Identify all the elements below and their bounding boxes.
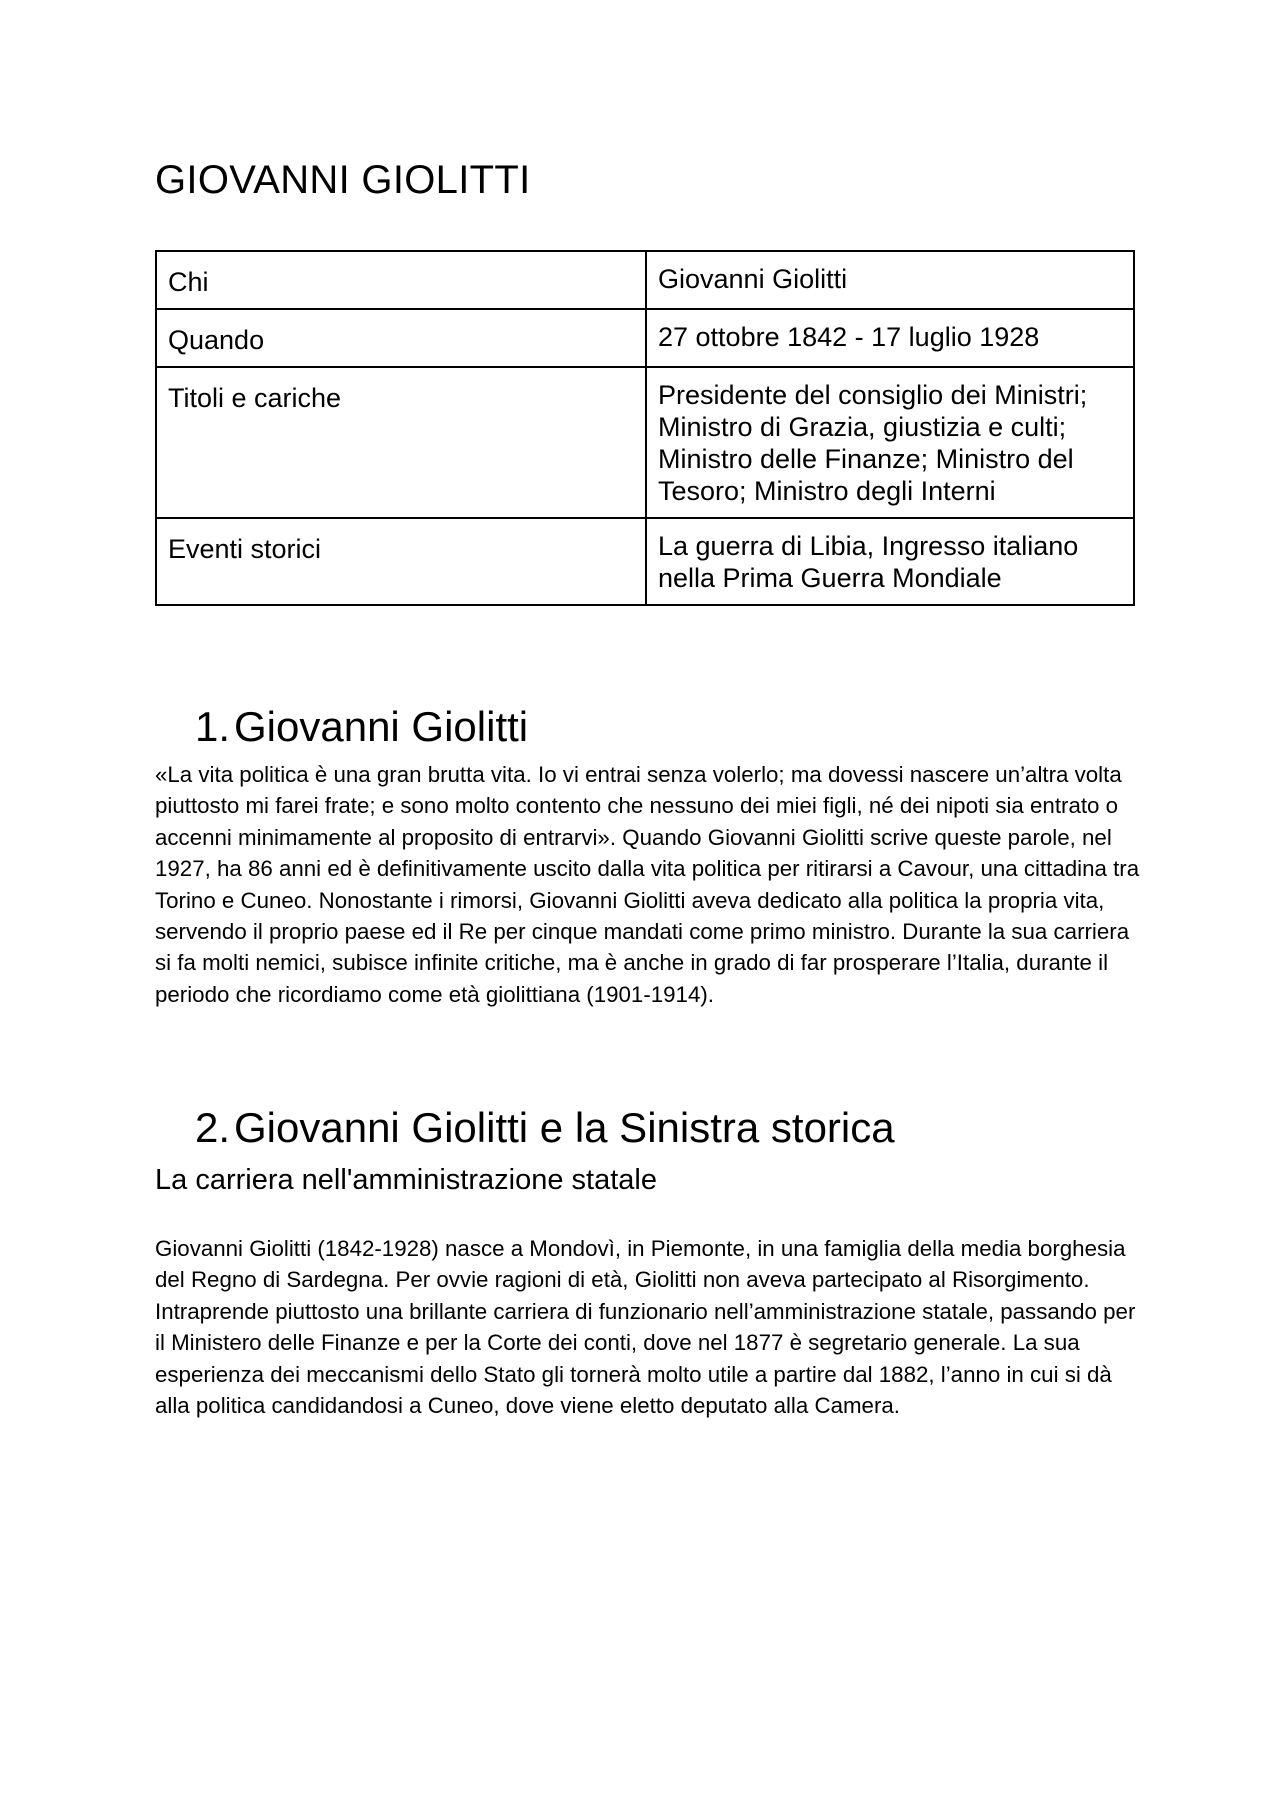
section-2-heading [195, 1103, 895, 1153]
table-label-cell [156, 309, 646, 367]
table-value-cell [646, 518, 1134, 605]
table-value-cell [646, 367, 1134, 518]
table-label-cell [156, 251, 646, 309]
row-label-quando: Quando [168, 325, 265, 355]
section-1-heading [195, 702, 528, 752]
section-2-paragraph: Giovanni Giolitti (1842-1928) nasce a Mondovì, in Piemonte, in una famiglia della media borghesia del Regno di Sardegna. Per ovvie ragioni di età, Giolitti non aveva partecipato al Risorgimento. Intraprende piuttosto una brillante carriera di funzionario nell’amministrazione statale, passando per il Ministero delle Finanze e per la Corte dei conti, dove nel 1877 è segretario generale. La sua esperienza dei meccanismi dello Stato gli tornerà molto utile a partire dal 1882, l’anno in cui si dà alla politica candidandosi a Cuneo, dove viene eletto deputato alla Camera. [155, 1236, 1136, 1419]
section-1-title: Giovanni Giolitti [234, 703, 529, 750]
table-row [156, 309, 1134, 367]
row-value-eventi: La guerra di Libia, Ingresso italiano nella Prima Guerra Mondiale [658, 531, 1079, 593]
row-label-chi: Chi [168, 267, 209, 297]
table-label-cell [156, 518, 646, 605]
section-1-paragraph: «La vita politica è una gran brutta vita. Io vi entrai senza volerlo; ma dovessi nascere un’altra volta piuttosto mi farei frate; e sono molto contento che nessuno dei miei figli, né dei nipoti sia entrato o accenni minimamente al proposito di entrarvi». Quando Giovanni Giolitti scrive queste parole, nel 1927, ha 86 anni ed è definitivamente uscito dalla vita politica per ritirarsi a Cavour, una cittadina tra Torino e Cuneo. Nonostante i rimorsi, Giovanni Giolitti aveva dedicato alla politica la propria vita, servendo il proprio paese ed il Re per cinque mandati come primo ministro. Durante la sua carriera si fa molti nemici, subisce infinite critiche, ma è anche in grado di far prosperare l’Italia, durante il periodo che ricordiamo come età giolittiana (1901-1914). [155, 762, 1140, 1007]
section-2-title: Giovanni Giolitti e la Sinistra storica [234, 1104, 895, 1151]
table-row [156, 518, 1134, 605]
section-2-number: 2. [195, 1104, 231, 1151]
table-value-cell [646, 251, 1134, 309]
info-table [155, 250, 1135, 606]
row-value-titoli: Presidente del consiglio dei Ministri; Ministro di Grazia, giustizia e culti; Ministro delle Finanze; Ministro del Tesoro; Ministro degli Interni [658, 380, 1088, 506]
table-label-cell [156, 367, 646, 518]
row-label-eventi: Eventi storici [168, 534, 322, 564]
row-value-quando: 27 ottobre 1842 - 17 luglio 1928 [658, 322, 1040, 352]
table-row [156, 251, 1134, 309]
section-1-number: 1. [195, 703, 231, 750]
section-2-subtitle: La carriera nell'amministrazione statale [155, 1164, 657, 1196]
document-title: GIOVANNI GIOLITTI [155, 158, 531, 202]
table-value-cell [646, 309, 1134, 367]
table-row [156, 367, 1134, 518]
row-label-titoli: Titoli e cariche [168, 383, 342, 413]
row-value-chi: Giovanni Giolitti [658, 264, 848, 294]
